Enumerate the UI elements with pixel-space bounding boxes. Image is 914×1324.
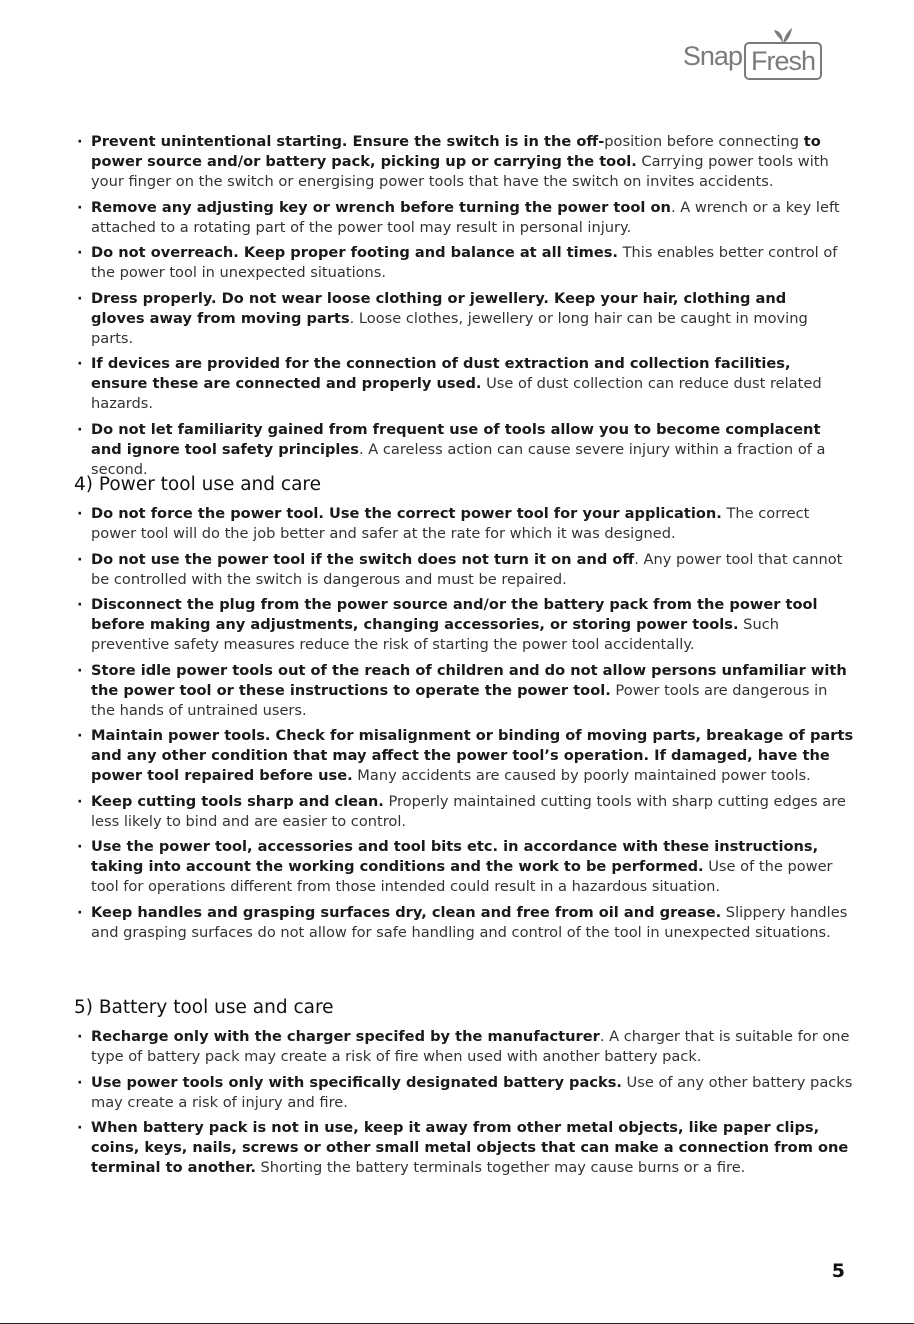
list-item (74, 595, 854, 655)
list-item (74, 1027, 854, 1067)
bullet-bold-text: Keep cutting tools sharp and clean. (91, 792, 384, 810)
bullet-text: . Any power tool that cannot be controlled with the switch is dangerous and must be repaired. (91, 550, 843, 588)
bullet-marker: · (77, 505, 83, 522)
bullet-marker: · (77, 198, 83, 216)
bullet-marker: · (77, 596, 83, 613)
bullet-text: Properly maintained cutting tools with sharp cutting edges are less likely to bind and are easier to control. (91, 792, 846, 830)
list-item (74, 198, 844, 238)
section-heading: 5) Battery tool use and care (74, 997, 334, 1018)
bullet-text: . Loose clothes, jewellery or long hair can be caught in moving parts. (91, 309, 808, 347)
list-item (74, 550, 854, 590)
list-item (74, 289, 844, 349)
top-safety-list (74, 132, 844, 485)
bullet-marker: · (77, 133, 83, 150)
list-item (74, 504, 854, 544)
bullet-marker: · (77, 244, 83, 261)
bullet-marker: · (77, 550, 83, 568)
bullet-bold-text: Dress properly. Do not wear loose clothing or jewellery. Keep your hair, clothing and gloves away from moving parts (91, 289, 787, 327)
leaf-icon (772, 24, 794, 46)
section-heading: 4) Power tool use and care (74, 474, 321, 495)
bullet-bold-text: Do not overreach. Keep proper footing and balance at all times. (91, 244, 618, 261)
section-power-tool-use (74, 474, 854, 948)
bullet-text: Such preventive safety measures reduce the risk of starting the power tool accidentally. (91, 616, 779, 653)
bullet-text: . A charger that is suitable for one type of battery pack may create a risk of fire when used with another battery pack. (91, 1028, 850, 1065)
bullet-marker: · (77, 903, 83, 921)
bullet-bold-text: Do not let familiarity gained from frequent use of tools allow you to become complacent and ignore tool safety principles (91, 420, 821, 458)
list-item (74, 792, 854, 832)
list-item (74, 903, 854, 943)
bullet-marker: · (77, 355, 83, 372)
bullet-bold-text: to power source and/or battery pack, picking up or carrying the tool. (91, 133, 821, 170)
bullet-text: Slippery handles and grasping surfaces do not allow for safe handling and control of the tool in unexpected situations. (91, 903, 848, 941)
bullet-marker: · (77, 838, 83, 855)
bullet-bold-text: Use power tools only with specifically designated battery packs. (91, 1073, 622, 1091)
brand-name-fresh: Fresh (750, 45, 815, 76)
bullet-bold-text: If devices are provided for the connection of dust extraction and collection facilities, ensure these are connected and properly used. (91, 355, 791, 392)
bullet-marker: · (77, 1119, 83, 1136)
list-item (74, 354, 844, 414)
bullet-text: . A wrench or a key left attached to a rotating part of the power tool may result in personal injury. (91, 198, 840, 236)
bullet-text: This enables better control of the power tool in unexpected situations. (91, 244, 838, 281)
bullet-bold-text: Keep handles and grasping surfaces dry, clean and free from oil and grease. (91, 903, 722, 921)
bullet-text: position before connecting (604, 133, 804, 150)
bullet-text: Many accidents are caused by poorly maintained power tools. (352, 767, 811, 784)
bullet-marker: · (77, 1073, 83, 1091)
bullet-bold-text: Do not use the power tool if the switch does not turn it on and off (91, 550, 635, 568)
bullet-text: Use of any other battery packs may create a risk of injury and fire. (91, 1073, 853, 1111)
bullet-bold-text: Disconnect the plug from the power source and/or the battery pack from the power tool before making any adjustments, changing accessories, or storing power tools. (91, 596, 818, 633)
bullet-bold-text: Maintain power tools. Check for misalignment or binding of moving parts, breakage of parts and any other condition that may affect the power tool’s operation. If damaged, have the power tool repaired before use. (91, 727, 854, 784)
bullet-marker: · (77, 289, 83, 307)
brand-name-snap: Snap (682, 40, 742, 71)
bullet-text: Carrying power tools with your finger on the switch or energising power tools that have the switch on invites accidents. (91, 153, 829, 190)
bullet-bold-text: Do not force the power tool. Use the correct power tool for your application. (91, 505, 722, 522)
bullet-marker: · (77, 727, 83, 744)
bullet-bold-text: Recharge only with the charger specifed by the manufacturer (91, 1028, 600, 1045)
list-item (74, 661, 854, 721)
bullet-marker: · (77, 1028, 83, 1045)
list-item (74, 726, 854, 786)
bullet-text: The correct power tool will do the job better and safer at the rate for which it was designed. (91, 505, 810, 542)
page-number: 5 (831, 1260, 845, 1282)
brand-name-fresh-box (744, 42, 822, 80)
bullet-list (74, 1027, 854, 1178)
bullet-list (74, 132, 844, 480)
bullet-list (74, 504, 854, 943)
list-item (74, 132, 844, 192)
list-item (74, 420, 844, 480)
bullet-text: Shorting the battery terminals together may cause burns or a fire. (255, 1159, 746, 1176)
bullet-bold-text: Use the power tool, accessories and tool bits etc. in accordance with these instructions, taking into account the working conditions and the work to be performed. (91, 838, 819, 875)
bullet-text: Power tools are dangerous in the hands of untrained users. (91, 681, 828, 719)
bullet-bold-text: Remove any adjusting key or wrench before turning the power tool on (91, 198, 671, 216)
list-item (74, 837, 854, 897)
bullet-marker: · (77, 792, 83, 810)
list-item (74, 1118, 854, 1178)
bullet-text: Use of dust collection can reduce dust related hazards. (91, 375, 822, 412)
bullet-marker: · (77, 420, 83, 438)
bullet-marker: · (77, 661, 83, 679)
list-item (74, 1073, 854, 1113)
bullet-bold-text: Prevent unintentional starting. Ensure the switch is in the off- (91, 133, 605, 150)
bullet-text: Use of the power tool for operations different from those intended could result in a hazardous situation. (91, 858, 833, 895)
bullet-text: . A careless action can cause severe injury within a fraction of a second. (91, 440, 826, 478)
brand-logo (683, 30, 822, 82)
bullet-bold-text: Store idle power tools out of the reach of children and do not allow persons unfamiliar with the power tool or these instructions to operate the power tool. (91, 661, 847, 699)
section-battery-tool-use (74, 997, 854, 1184)
bullet-bold-text: When battery pack is not in use, keep it away from other metal objects, like paper clips, coins, keys, nails, screws or other small metal objects that can make a connection from one terminal to another. (91, 1119, 849, 1176)
list-item (74, 243, 844, 283)
